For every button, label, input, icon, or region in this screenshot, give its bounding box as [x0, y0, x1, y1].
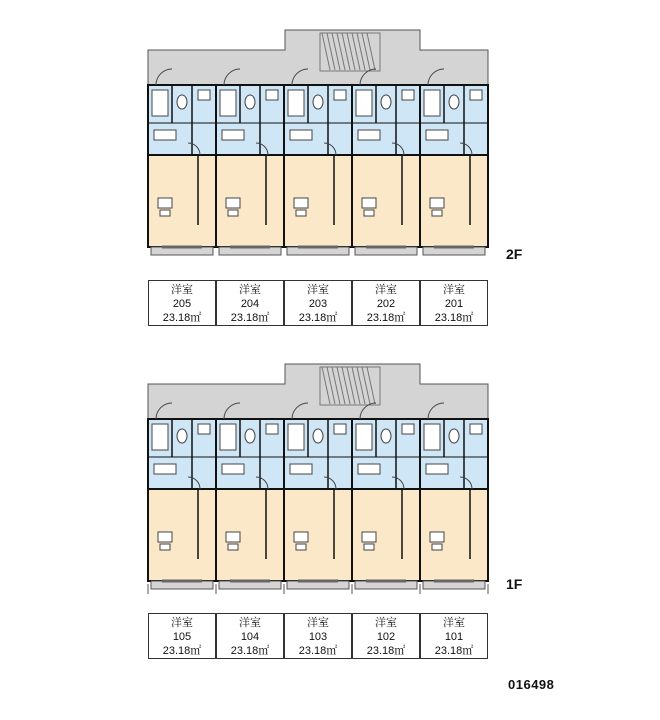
toilet-icon: [245, 429, 255, 443]
kitchen-sink-icon: [358, 130, 380, 140]
unit-label-box: [148, 280, 216, 326]
unit-number: 202: [376, 298, 396, 310]
kitchen-sink-icon: [154, 464, 176, 474]
unit-number: 105: [172, 631, 192, 643]
washbasin-icon: [470, 90, 482, 100]
toilet-icon: [313, 429, 323, 443]
bathtub-icon: [152, 424, 168, 450]
unit-label-box: [216, 613, 284, 659]
unit-type: 洋室: [171, 617, 193, 629]
unit-number: 203: [308, 298, 328, 310]
unit-type: 洋室: [171, 284, 193, 296]
bathtub-icon: [424, 90, 440, 116]
desk-icon: [226, 532, 240, 542]
unit-number: 204: [240, 298, 260, 310]
kitchen-sink-icon: [222, 130, 244, 140]
unit-number: 205: [172, 298, 192, 310]
unit-label-box: [284, 280, 352, 326]
desk-icon: [430, 198, 444, 208]
desk-icon: [226, 198, 240, 208]
unit-number: 103: [308, 631, 328, 643]
unit-area: 23.18㎡: [162, 312, 202, 324]
desk-icon: [158, 532, 172, 542]
bathtub-icon: [356, 424, 372, 450]
chair-icon: [160, 210, 170, 216]
toilet-icon: [381, 429, 391, 443]
unit-number: 101: [444, 631, 464, 643]
desk-icon: [294, 198, 308, 208]
bathtub-icon: [288, 90, 304, 116]
desk-icon: [158, 198, 172, 208]
desk-icon: [294, 532, 308, 542]
unit-number: 104: [240, 631, 260, 643]
washbasin-icon: [470, 424, 482, 434]
unit-label-box: [352, 613, 420, 659]
washbasin-icon: [266, 424, 278, 434]
chair-icon: [432, 210, 442, 216]
washbasin-icon: [334, 90, 346, 100]
bathtub-icon: [424, 424, 440, 450]
washbasin-icon: [198, 424, 210, 434]
unit-label-box: [420, 280, 488, 326]
toilet-icon: [245, 95, 255, 109]
unit-label-box: [352, 280, 420, 326]
plan-id: 016498: [508, 677, 555, 692]
kitchen-sink-icon: [290, 464, 312, 474]
bathtub-icon: [356, 90, 372, 116]
unit-area: 23.18㎡: [434, 645, 474, 657]
unit-type: 洋室: [375, 284, 397, 296]
washbasin-icon: [402, 90, 414, 100]
toilet-icon: [313, 95, 323, 109]
bathtub-icon: [288, 424, 304, 450]
corridor-area: [148, 364, 488, 424]
desk-icon: [362, 532, 376, 542]
desk-icon: [430, 532, 444, 542]
bathtub-icon: [220, 90, 236, 116]
kitchen-sink-icon: [154, 130, 176, 140]
chair-icon: [432, 544, 442, 550]
unit-type: 洋室: [443, 284, 465, 296]
chair-icon: [364, 210, 374, 216]
chair-icon: [228, 544, 238, 550]
chair-icon: [160, 544, 170, 550]
bathtub-icon: [152, 90, 168, 116]
unit-label-box: [216, 280, 284, 326]
kitchen-sink-icon: [358, 464, 380, 474]
unit-type: 洋室: [239, 617, 261, 629]
washbasin-icon: [334, 424, 346, 434]
chair-icon: [296, 210, 306, 216]
toilet-icon: [449, 95, 459, 109]
floor-2-unit-labels: [148, 280, 490, 326]
kitchen-sink-icon: [426, 464, 448, 474]
toilet-icon: [177, 429, 187, 443]
kitchen-sink-icon: [426, 130, 448, 140]
unit-area: 23.18㎡: [230, 645, 270, 657]
toilet-icon: [381, 95, 391, 109]
unit-type: 洋室: [307, 617, 329, 629]
unit-area: 23.18㎡: [230, 312, 270, 324]
bathtub-icon: [220, 424, 236, 450]
washbasin-icon: [266, 90, 278, 100]
floor-tag-1f: 1F: [506, 576, 523, 592]
unit-area: 23.18㎡: [366, 312, 406, 324]
washbasin-icon: [198, 90, 210, 100]
unit-type: 洋室: [239, 284, 261, 296]
floor-tag-2f: 2F: [506, 246, 523, 262]
unit-number: 201: [444, 298, 464, 310]
washbasin-icon: [402, 424, 414, 434]
corridor-area: [148, 30, 488, 90]
kitchen-sink-icon: [222, 464, 244, 474]
unit-area: 23.18㎡: [366, 645, 406, 657]
floor-1-unit-labels: [148, 613, 490, 659]
unit-area: 23.18㎡: [298, 312, 338, 324]
unit-label-box: [148, 613, 216, 659]
unit-type: 洋室: [443, 617, 465, 629]
kitchen-sink-icon: [290, 130, 312, 140]
chair-icon: [296, 544, 306, 550]
unit-label-box: [284, 613, 352, 659]
toilet-icon: [177, 95, 187, 109]
unit-area: 23.18㎡: [434, 312, 474, 324]
unit-area: 23.18㎡: [298, 645, 338, 657]
unit-area: 23.18㎡: [162, 645, 202, 657]
unit-label-box: [420, 613, 488, 659]
chair-icon: [228, 210, 238, 216]
toilet-icon: [449, 429, 459, 443]
unit-type: 洋室: [375, 617, 397, 629]
unit-number: 102: [376, 631, 396, 643]
unit-type: 洋室: [307, 284, 329, 296]
chair-icon: [364, 544, 374, 550]
desk-icon: [362, 198, 376, 208]
